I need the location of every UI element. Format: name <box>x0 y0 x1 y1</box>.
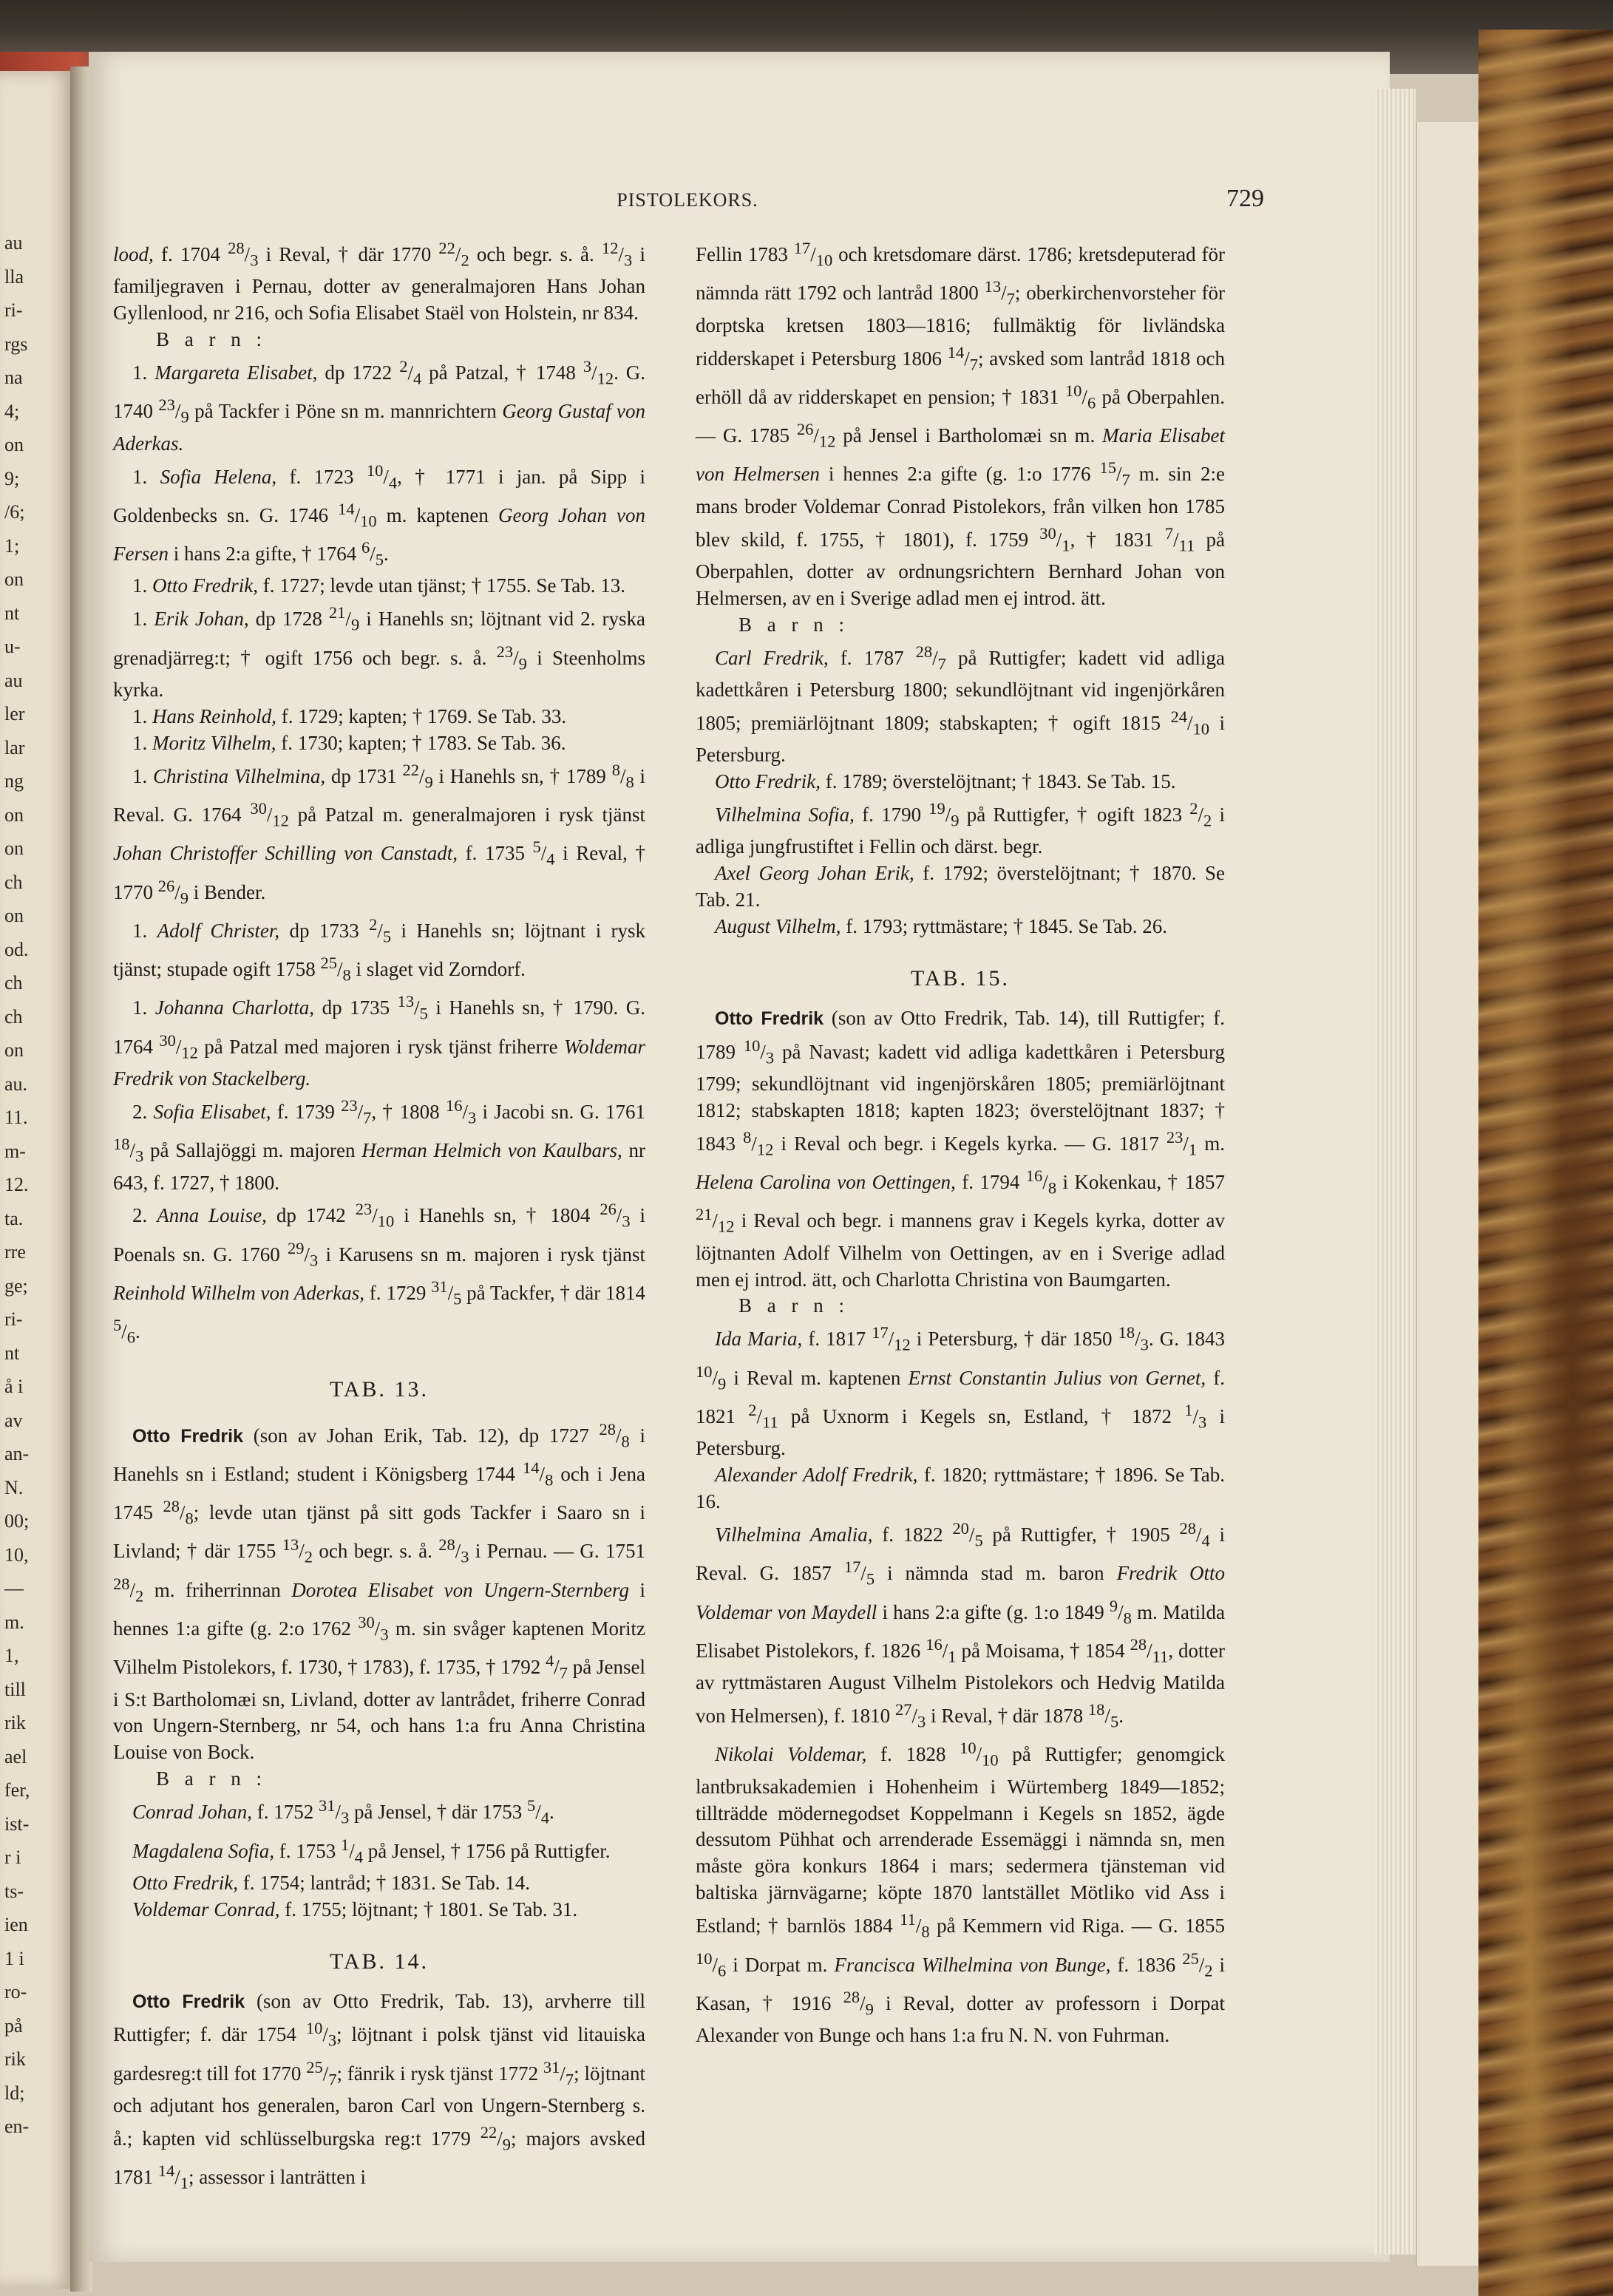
running-title: PISTOLEKORS. <box>617 189 758 211</box>
left-page-text-fragment: av <box>4 1409 23 1431</box>
left-page-text-fragment: 12. <box>4 1174 29 1195</box>
paragraph: 1. Erik Johan, dp 1728 $^{21}/_9$ i Hanehls sn; löjtnant vid 2. ryska grenadjärreg:t; † ogift 1756 och begr. s. å. $^{23}/_9$ i Steenholms kyrka. <box>113 603 645 701</box>
left-page-text-fragment: ch <box>4 871 23 893</box>
italic-text: lood, <box>113 243 154 265</box>
paragraph: Voldemar Conrad, f. 1755; löjtnant; † 1801. Se Tab. 31. <box>132 1898 578 1920</box>
paragraph: Axel Georg Johan Erik, f. 1792; överstelöjtnant; † 1870. Se Tab. 21. <box>696 862 1226 911</box>
page-number: 729 <box>1226 185 1264 212</box>
left-page-text-fragment: 9; <box>4 467 20 489</box>
endpaper <box>1416 122 1480 2266</box>
left-page-text-fragment: på <box>4 2014 23 2037</box>
left-page-text-fragment: m- <box>4 1140 26 1162</box>
left-page-text-fragment: ri- <box>4 1308 23 1330</box>
left-page-text-fragment: od. <box>4 938 29 960</box>
left-page-text-fragment: rre <box>4 1241 26 1263</box>
left-page-text-fragment: å i <box>4 1376 24 1397</box>
left-page-text-fragment: — <box>4 1577 24 1599</box>
left-page-text-fragment: en- <box>4 2116 30 2137</box>
left-page-text-fragment: on <box>4 804 24 826</box>
left-page-text-fragment: na <box>4 367 23 388</box>
paragraph: 1. Christina Vilhelmina, dp 1731 $^{22}/_9$ i Hanehls sn, † 1789 $^8/_8$ i Reval. G. 1764 $^{30}/_{12}$ på Patzal m. generalmajoren i rysk tjänst Johan Christoffer Schilling von Canstadt, f. 1735 $^5/_4$ i Reval, † 1770 $^{26}/_9$ i Bender. <box>113 760 646 907</box>
left-page-text-fragment: ist- <box>4 1813 30 1835</box>
left-page-edge <box>0 71 74 2289</box>
left-page-text-fragment: till <box>4 1678 26 1700</box>
left-page-text-fragment: au <box>4 232 23 254</box>
paragraph: Nikolai Voldemar, f. 1828 $^{10}/_{10}$ på Ruttigfer; genomgick lantbruksakademien i Hohenheim i Würtemberg 1849—1852; tillträdde mödernegodset Koppelmann i Kegels sn 1852, ägde dessutom Pühhat och arrenderade Essemäggi i nämnda sn, men måste göra konkurs 1864 i mars; sedermera tjänsteman vid baltiska järnvägarne; köpte 1870 lantstället Mötliko vid Ass i Estland; † barnlös 1884 $^{11}/_8$ på Kemmern vid Riga. — G. 1855 $^{10}/_6$ i Dorpat m. Francisca Wilhelmina von Bunge, f. 1836 $^{25}/_2$ i Kasan, † 1916 $^{28}/_9$ i Reval, dotter av professorn i Dorpat Alexander von Bunge och hans 1:a fru N. N. von Fuhrman. <box>696 1739 1226 2047</box>
left-page-text-fragment: ro- <box>4 1981 27 2003</box>
paragraph: 1. Hans Reinhold, f. 1729; kapten; † 1769. Se Tab. 33. <box>132 704 567 727</box>
paragraph: Alexander Adolf Fredrik, f. 1820; ryttmästare; † 1896. Se Tab. 16. <box>696 1464 1226 1513</box>
paragraph: Ida Maria, f. 1817 $^{17}/_{12}$ i Petersburg, † där 1850 $^{18}/_3$. G. 1843 $^{10}/_9$ i Reval m. kaptenen Ernst Constantin Julius von Gernet, f. 1821 $^2/_{11}$ på Uxnorm i Kegels sn, Estland, † 1872 $^1/_3$ i Petersburg. <box>696 1323 1226 1460</box>
table-heading: TAB. 14. <box>329 1949 429 1974</box>
paragraph: Otto Fredrik (son av Otto Fredrik, Tab. 13), arvherre till Ruttigfer; f. där 1754 $^{10}/_3$; löjtnant i polsk tjänst vid litauiska gardesreg:t till fot 1770 $^{25}/_7$; fänrik i rysk tjänst 1772 $^{31}/_7$; löjtnant och adjutant hos generalen, baron Carl von Ungern-Sternberg s. å.; kapten vid schlüsselburgska reg:t 1779 $^{22}/_9$; majors avsked 1781 $^{14}/_1$; assessor i lanträtten i <box>113 1989 646 2193</box>
table-heading: TAB. 15. <box>910 965 1011 991</box>
paragraph: 1. Sofia Helena, f. 1723 $^{10}/_4$, † 1771 i jan. på Sipp i Goldenbecks sn. G. 1746 $^{14}/_{10}$ m. kaptenen Georg Johan von Fersen i hans 2:a gifte, † 1764 $^6/_5$. <box>113 461 645 569</box>
paragraph: Conrad Johan, f. 1752 $^{31}/_3$ på Jensel, † där 1753 $^5/_4$. <box>132 1796 554 1827</box>
left-page-text-fragment: rik <box>4 1712 26 1733</box>
paragraph: 2. Sofia Elisabet, f. 1739 $^{23}/_7$, † 1808 $^{16}/_3$ i Jacobi sn. G. 1761 $^{18}/_3$ på Sallajöggi m. majoren Herman Helmich von Kaulbars, nr 643, f. 1727, † 1800. <box>113 1096 646 1194</box>
paragraph: 1. Margareta Elisabet, dp 1722 $^2/_4$ på Patzal, † 1748 $^3/_{12}$. G. 1740 $^{23}/_9$ på Tackfer i Pöne sn m. mannrichtern Georg Gustaf von Aderkas. <box>113 357 646 455</box>
page-edges <box>1375 89 1416 2255</box>
left-page-text-fragment: 1 i <box>4 1947 24 1969</box>
paragraph: lood, f. 1704 $^{28}/_3$ i Reval, † där 1770 $^{22}/_2$ och begr. s. å. $^{12}/_3$ i familjegraven i Pernau, dotter av generalmajoren Hans Johan Gyllenlood, nr 216, och Sofia Elisabet Staël von Holstein, nr 834. <box>113 239 645 325</box>
left-page-text-fragment: 00; <box>4 1510 30 1532</box>
left-page-text-fragment: ael <box>4 1745 27 1767</box>
left-page-text-fragment: an- <box>4 1443 30 1464</box>
paragraph: 1. Otto Fredrik, f. 1727; levde utan tjänst; † 1755. Se Tab. 13. <box>132 574 626 597</box>
left-page-text-fragment: /6; <box>4 501 25 523</box>
left-page-text-fragment: ta. <box>4 1207 24 1229</box>
left-page-text-fragment: ien <box>4 1914 28 1935</box>
marbled-cover <box>1478 30 1613 2296</box>
children-heading: B a r n : <box>738 1294 849 1317</box>
left-page-text-fragment: nt <box>4 602 20 624</box>
left-page-text-fragment: au <box>4 669 23 691</box>
left-page-text-fragment: ng <box>4 770 24 792</box>
left-page-text-fragment: on <box>4 1039 24 1061</box>
left-page-text-fragment: r i <box>4 1847 21 1868</box>
left-page-text-fragment: lla <box>4 265 24 288</box>
left-page-text-fragment: 11. <box>4 1107 28 1128</box>
page-header <box>111 185 1264 214</box>
paragraph: Otto Fredrik (son av Otto Fredrik, Tab. 14), till Ruttigfer; f. 1789 $^{10}/_3$ på Navast; kadett vid adliga kadettkåren i Petersburg 1799; sekundlöjtnant vid ingenjörskåren 1805; premiärlöjtnant 1812; stabskapten 1818; kapten 1823; överstelöjtnant 1837; † 1843 $^8/_{12}$ i Reval och begr. i Kegels kyrka. — G. 1817 $^{23}/_1$ m. Helena Carolina von Oettingen, f. 1794 $^{16}/_8$ i Kokenkau, † 1857 $^{21}/_{12}$ i Reval och begr. i mannens grav i Kegels kyrka, dotter av löjtnanten Adolf Vilhelm von Oettingen, av en i Sverige adlad men ej introd. ätt, och Charlotta Christina von Baumgarten. <box>696 1006 1226 1291</box>
left-page-text-fragment: ld; <box>4 2082 25 2104</box>
table-heading: TAB. 13. <box>329 1376 429 1402</box>
left-page-text-fragment: ts- <box>4 1880 24 1902</box>
paragraph: Otto Fredrik, f. 1789; överstelöjtnant; † 1843. Se Tab. 15. <box>715 770 1176 793</box>
paragraph: 1. Moritz Vilhelm, f. 1730; kapten; † 1783. Se Tab. 36. <box>132 731 566 754</box>
left-page-text-fragment: rik <box>4 2048 26 2070</box>
left-page-text-fragment: ri- <box>4 299 23 321</box>
left-page-text-fragment: N. <box>4 1476 24 1498</box>
paragraph: Vilhelmina Amalia, f. 1822 $^{20}/_5$ på Ruttigfer, † 1905 $^{28}/_4$ i Reval. G. 1857 $^{17}/_5$ i nämnda stad m. baron Fredrik Otto Voldemar von Maydell i hans 2:a gifte (g. 1:o 1849 $^9/_8$ m. Matilda Elisabet Pistolekors, f. 1826 $^{16}/_1$ på Moisama, † 1854 $^{28}/_{11}$, dotter av ryttmästaren August Vilhelm Pistolekors och Hedvig Matilda von Helmersen), f. 1810 $^{27}/_3$ i Reval, † där 1878 $^{18}/_5$. <box>696 1518 1226 1731</box>
left-page-text-fragment: on <box>4 905 24 926</box>
left-page-text-fragment: ler <box>4 703 25 724</box>
left-page-text-fragment: lar <box>4 736 25 758</box>
right-column <box>696 235 1225 2049</box>
left-page-text-fragment: 10, <box>4 1543 29 1566</box>
paragraph: 1. Johanna Charlotta, dp 1735 $^{13}/_5$ i Hanehls sn, † 1790. G. 1764 $^{30}/_{12}$ på Patzal med majoren i rysk tjänst friherre Woldemar Fredrik von Stackelberg. <box>113 992 646 1090</box>
left-page-text-fragment: on <box>4 838 24 859</box>
paragraph: 2. Anna Louise, dp 1742 $^{23}/_{10}$ i Hanehls sn, † 1804 $^{26}/_3$ i Poenals sn. G. 1760 $^{29}/_3$ i Karusens sn m. majoren i rysk tjänst Reinhold Wilhelm von Aderkas, f. 1729 $^{31}/_5$ på Tackfer, † där 1814 $^5/_6$. <box>113 1200 646 1347</box>
left-page-text-fragment: ge; <box>4 1274 28 1297</box>
paragraph: Otto Fredrik, f. 1754; lantråd; † 1831. Se Tab. 14. <box>132 1871 531 1894</box>
left-page-text-fragment: nt <box>4 1342 20 1364</box>
paragraph: Vilhelmina Sofia, f. 1790 $^{19}/_9$ på Ruttigfer, † ogift 1823 $^2/_2$ i adliga jungfrustiftet i Fellin och därst. begr. <box>696 798 1225 858</box>
left-page-text-fragment: 1, <box>4 1645 19 1666</box>
left-page-text-fragment: fer, <box>4 1779 30 1801</box>
paragraph: Otto Fredrik (son av Johan Erik, Tab. 12), dp 1727 $^{28}/_8$ i Hanehls sn i Estland; student i Königsberg 1744 $^{14}/_8$ och i Jena 1745 $^{28}/_8$; levde utan tjänst på sitt gods Tackfer i Saaro sn i Livland; † där 1755 $^{13}/_2$ och begr. s. å. $^{28}/_3$ i Pernau. — G. 1751 $^{28}/_2$ m. friherrinnan Dorotea Elisabet von Ungern-Sternberg i hennes 1:a gifte (g. 2:o 1762 $^{30}/_3$ m. sin svåger kaptenen Moritz Vilhelm Pistolekors, f. 1730, † 1783), f. 1735, † 1792 $^4/_7$ på Jensel i S:t Bartholomæi sn, Livland, dotter av lantrådet, friherre Conrad von Ungern-Sternberg, nr 54, och hans 1:a fru Anna Christina Louise von Bock. <box>113 1419 646 1764</box>
left-page-text-fragment: au. <box>4 1073 28 1095</box>
children-heading: B a r n : <box>156 328 267 351</box>
children-heading: B a r n : <box>738 613 849 636</box>
left-page-text-fragment: u- <box>4 636 21 657</box>
left-column <box>113 235 645 2197</box>
left-page-text-fragment: rgs <box>4 333 28 355</box>
left-page-text-fragment: on <box>4 568 24 590</box>
left-page-text-fragment: m. <box>4 1611 24 1633</box>
paragraph: Magdalena Sofia, f. 1753 $^1/_4$ på Jensel, † 1756 på Ruttigfer. <box>132 1835 611 1866</box>
left-page-text-fragment: on <box>4 434 24 455</box>
left-page-text-fragment: ch <box>4 972 23 994</box>
paragraph: 1. Adolf Christer, dp 1733 $^2/_5$ i Hanehls sn; löjtnant i rysk tjänst; stupade ogift 1758 $^{25}/_8$ i slaget vid Zorndorf. <box>113 914 646 985</box>
children-heading: B a r n : <box>156 1767 267 1790</box>
paragraph: August Vilhelm, f. 1793; ryttmästare; † 1845. Se Tab. 26. <box>715 914 1168 937</box>
paragraph: Carl Fredrik, f. 1787 $^{28}/_7$ på Ruttigfer; kadett vid adliga kadettkåren i Petersburg 1800; sekundlöjtnant vid ingenjörkåren 1805; premiärlöjtnant 1809; stabskapten; † ogift 1815 $^{24}/_{10}$ i Petersburg. <box>696 642 1225 767</box>
left-page-text-fragment: 1; <box>4 534 20 557</box>
paragraph: Fellin 1783 $^{17}/_{10}$ och kretsdomare därst. 1786; kretsdeputerad för nämnda rätt 1792 och lantråd 1800 $^{13}/_7$; oberkirchenvorsteher för dorptska kretsen 1803—1816; fullmäktig för livländska ridderskapet i Petersburg 1806 $^{14}/_7$; avsked som lantråd 1818 och erhöll då av ridderskapet en pension; † 1831 $^{10}/_6$ på Oberpahlen. — G. 1785 $^{26}/_{12}$ på Jensel i Bartholomæi sn m. Maria Elisabet von Helmersen i hennes 2:a gifte (g. 1:o 1776 $^{15}/_7$ m. sin 2:e mans broder Voldemar Conrad Pistolekors, från vilken hon 1785 blev skild, f. 1755, † 1801), f. 1759 $^{30}/_1$, † 1831 $^7/_{11}$ på Oberpahlen, dotter av ordnungsrichtern Bernhard Johan von Helmersen, av en i Sverige adlad men ej introd. ätt. <box>696 239 1226 609</box>
left-page-text-fragment: ch <box>4 1005 23 1028</box>
left-page-text-fragment: 4; <box>4 400 20 422</box>
